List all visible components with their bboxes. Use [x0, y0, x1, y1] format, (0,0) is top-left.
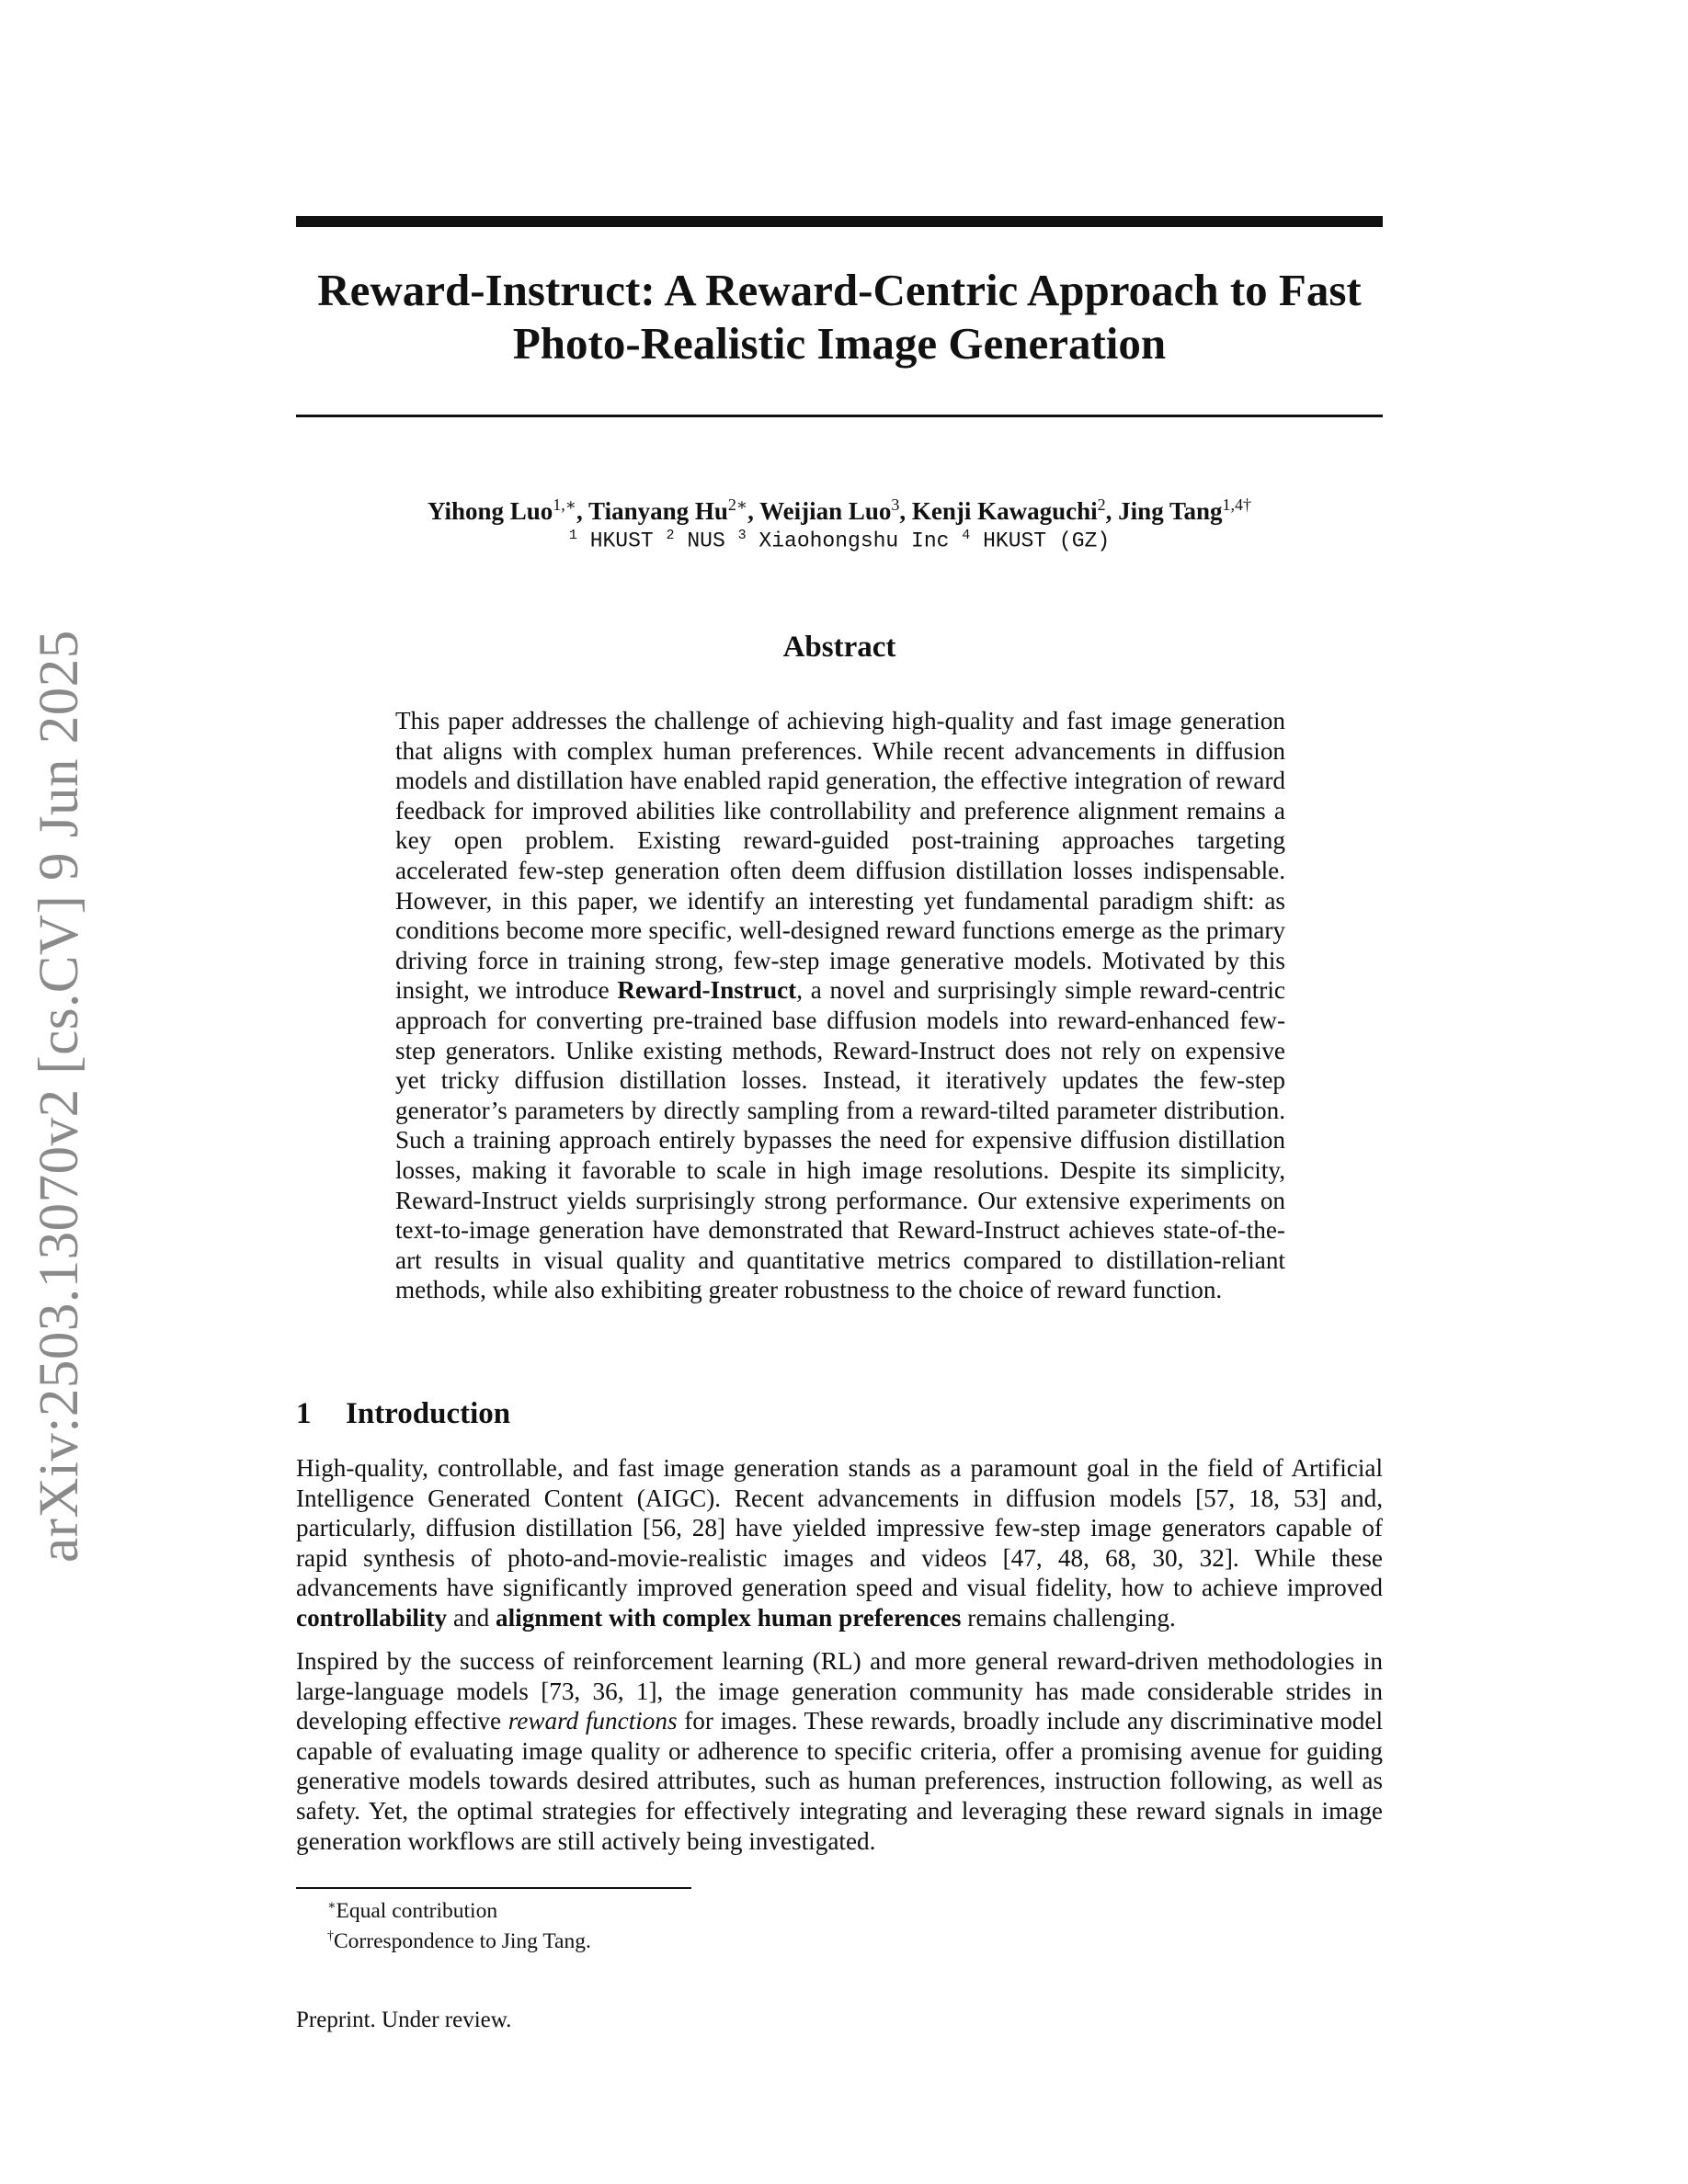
author: Jing Tang$^{1,4\dagger}$ [1118, 495, 1251, 525]
paper-title [296, 264, 1383, 370]
author: Tianyang $Hu^{2∗}$, [588, 495, 760, 525]
title-bottom-rule [296, 415, 1383, 417]
author: Yihong Luo$^{1,∗}$, [427, 495, 589, 525]
section-heading-introduction [296, 1397, 510, 1431]
section-number: 1 [296, 1397, 312, 1430]
affiliation: HKUST (GZ) [983, 529, 1111, 553]
author-list [296, 489, 1383, 527]
abstract-body: This paper addresses the challenge of achieving high-quality and fast image generation that aligns with complex human preferences. While recent advancements in diffusion models and distillation have enabled rapid generation, the effective integration of reward feedback for improved abilities like controllability and preference alignment remains a key open problem. Existing reward-guided post-training approaches targeting accelerated few-step generation often deem diffusion distillation losses indispensable. However, in this paper, we identify an interesting yet fundamental paradigm shift: as conditions become more specific, well-designed reward functions emerge as the primary driving force in training strong, few-step image generative models. Motivated by this insight, we introduce Reward-Instruct, a novel and surprisingly simple reward-centric approach for converting pre-trained base diffusion models into reward-enhanced few-step generators. Unlike existing methods, Reward-Instruct does not rely on expensive yet tricky diffusion distillation losses. Instead, it iteratively updates the few-step generator’s parameters by directly sampling from a reward-tilted parameter distribution. Such a training approach entirely bypasses the need for expensive diffusion distillation losses, making it favorable to scale in high image resolutions. Despite its simplicity, Reward-Instruct yields surprisingly strong performance. Our extensive experiments on text-to-image generation have demonstrated that Reward-Instruct achieves state-of-the-art results in visual quality and quantitative metrics compared to distillation-reliant methods, while also exhibiting greater robustness to the choice of reward function. [395, 707, 1285, 1304]
section-title: Introduction [346, 1397, 511, 1430]
arxiv-identifier-stamp: arXiv:2503.13070v2 [cs.CV] 9 Jun 2025 [29, 630, 90, 1563]
method-name: Reward-Instruct [617, 976, 797, 1005]
preprint-notice: Preprint. Under review. [296, 2008, 512, 2032]
affiliation: NUS [687, 529, 725, 553]
affiliation: Xiaohongshu Inc [758, 529, 950, 553]
title-line-2: Photo-Realistic Image Generation [512, 318, 1167, 369]
author: Kenji Kawaguchi$^2$, [911, 495, 1119, 525]
affiliation: HKUST [589, 529, 654, 553]
abstract-heading: Abstract [782, 631, 896, 664]
affiliation-list: $^1$ HKUST $^2$ NUS $^3$ Xiaohongshu Inc $^4$ HKUST (GZ) [568, 528, 1111, 553]
footnote-rule [296, 1887, 691, 1889]
author: Weijian Luo$^3$, [759, 495, 912, 525]
footnote-correspondence: †Correspondence to Jing Tang. [327, 1928, 591, 1953]
title-top-rule [296, 216, 1383, 227]
footnote-equal-contribution: ∗Equal contribution [327, 1898, 498, 1923]
intro-paragraph-1: High-quality, controllable, and fast image generation stands as a paramount goal in the field of Artificial Intelligence Generated Content (AIGC). Recent advancements in diffusion models [57, 18, 53] and, particularly, diffusion distillation [56, 28] have yielded impressive few-step image generators capable of rapid synthesis of photo-and-movie-realistic images and videos [47, 48, 68, 30, 32]. While these advancements have significantly improved generation speed and visual fidelity, how to achieve improved controllability and alignment with complex human preferences remains challenging. [296, 1454, 1383, 1632]
title-line-1: Reward-Instruct: A Reward-Centric Approach to Fast [317, 265, 1362, 315]
intro-paragraph-2: Inspired by the success of reinforcement learning (RL) and more general reward-driven methodologies in large-language models [73, 36, 1], the image generation community has made considerable strides in developing effective reward functions for images. These rewards, broadly include any discriminative model capable of evaluating image quality or adherence to specific criteria, offer a promising avenue for guiding generative models towards desired attributes, such as human preferences, instruction following, as well as safety. Yet, the optimal strategies for effectively integrating and leveraging these reward signals in image generation workflows are still actively being investigated. [296, 1647, 1384, 1855]
